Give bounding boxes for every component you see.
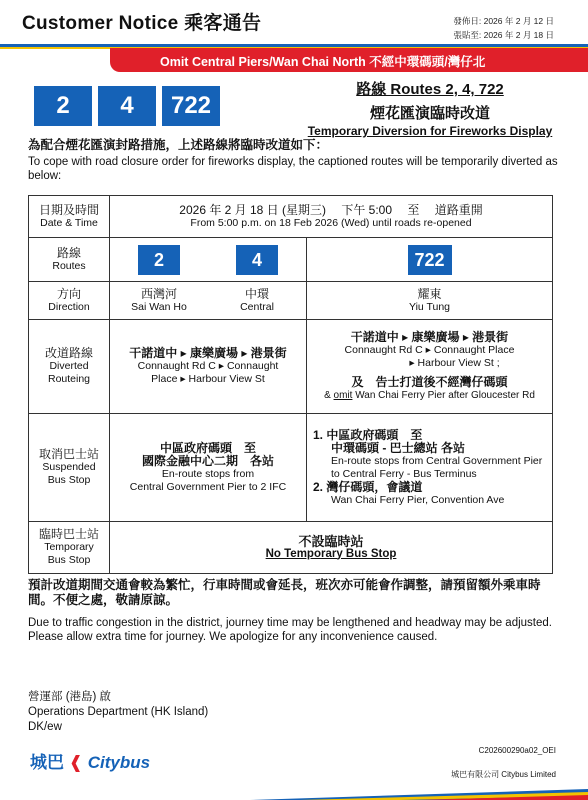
date-value: 2026 年 2 月 18 日 (星期三) 下午 5:00 至 道路重開 From 5:00 p.m. on 18 Feb 2026 (Wed) until roads re-opened — [110, 196, 553, 238]
notice-en: Due to traffic congestion in the district, journey time may be lengthened and headway may be adjusted. Please allow extra time for journey. We apologize for any inconvenience caused. — [28, 617, 552, 643]
citybus-logo: 城巴 ❰ Citybus — [30, 753, 151, 772]
signature — [28, 690, 208, 735]
route-cell-2: 2 — [110, 238, 209, 282]
route-box-722: 722 — [162, 86, 220, 126]
intro-en: To cope with road closure order for fireworks display, the captioned routes will be temporarily diverted as below: — [28, 156, 558, 182]
route-banner — [0, 44, 588, 72]
routes-label: 路線 Routes — [29, 238, 110, 282]
reroute-722: 干諾道中 ▸ 康樂廣場 ▸ 港景街 Connaught Rd C ▸ Connaught Place ▸ Harbour View St ; 及 告士打道後不經灣仔碼頭 & omit Wan Chai Ferry Pier after Gloucester Rd — [307, 320, 553, 414]
route-cell-722: 722 — [307, 238, 553, 282]
direction-722: 耀東 Yiu Tung — [307, 282, 553, 320]
route-cell-4: 4 — [208, 238, 307, 282]
intro-zh: 為配合煙花匯演封路措施，上述路線將臨時改道如下： — [28, 138, 329, 152]
suspended-2-4: 中區政府碼頭 至 國際金融中心二期 各站 En-route stops from Central Government Pier to 2 IFC — [110, 414, 307, 522]
suspended-label: 取消巴士站 Suspended Bus Stop — [29, 414, 110, 522]
reroute-label: 改道路線 Diverted Routeing — [29, 320, 110, 414]
routes-title: 路線 Routes 2, 4, 722 — [356, 81, 504, 98]
route-box-2: 2 — [34, 86, 92, 126]
reference-code: C202600290a02_OEI — [478, 746, 556, 755]
notice-dates — [453, 14, 554, 42]
diversion-title-zh: 煙花匯演臨時改道 — [369, 105, 490, 122]
post-date: 張貼至: 2026 年 2 月 18 日 — [453, 30, 554, 40]
row-suspended — [29, 414, 553, 522]
notice-zh: 預計改道期間交通會較為繁忙，行車時間或會延長，班次亦可能會作調整，請預留額外乘車時間。不便之處，敬請原諒。 — [28, 578, 541, 607]
signature-initials: DK/ew — [28, 721, 62, 733]
route-box-4: 4 — [98, 86, 156, 126]
reroute-2-4: 干諾道中 ▸ 康樂廣場 ▸ 港景街 Connaught Rd C ▸ Connaught Place ▸ Harbour View St — [110, 320, 307, 414]
intro-text — [28, 138, 563, 183]
signature-zh: 營運部 (港島) 啟 — [28, 691, 112, 703]
traffic-notice — [28, 578, 563, 644]
date-label: 日期及時間 Date & Time — [29, 196, 110, 238]
route-heading — [290, 78, 570, 138]
row-routes — [29, 238, 553, 282]
direction-4: 中環 Central — [208, 282, 307, 320]
issue-date: 發佈日: 2026 年 2 月 12 日 — [453, 16, 554, 26]
citybus-swoosh-icon: ❰ — [68, 753, 83, 772]
diversion-title-en: Temporary Diversion for Fireworks Display — [307, 124, 553, 138]
temporary-label: 臨時巴士站 Temporary Bus Stop — [29, 522, 110, 574]
banner-text: Omit Central Piers/Wan Chai North 不經中環碼頭/灣仔北 — [160, 55, 486, 69]
diversion-table — [28, 195, 553, 574]
company-name: 城巴有限公司 Citybus Limited — [451, 770, 556, 779]
row-temporary — [29, 522, 553, 574]
direction-label: 方向 Direction — [29, 282, 110, 320]
direction-2: 西灣河 Sai Wan Ho — [110, 282, 209, 320]
notice-title: Customer Notice 乘客通告 — [22, 13, 262, 34]
row-date — [29, 196, 553, 238]
temporary-value: 不設臨時站 No Temporary Bus Stop — [110, 522, 553, 574]
row-direction — [29, 282, 553, 320]
footer-stripes — [0, 786, 588, 800]
signature-en: Operations Department (HK Island) — [28, 706, 209, 718]
suspended-722: 1. 中區政府碼頭 至 中環碼頭 - 巴士總站 各站 En-route stops from Central Government Pier to Central Ferry - Bus Terminus 2. 灣仔碼頭，會議道 Wan Chai Ferry Pier, Convention Ave — [307, 414, 553, 522]
row-reroute — [29, 320, 553, 414]
